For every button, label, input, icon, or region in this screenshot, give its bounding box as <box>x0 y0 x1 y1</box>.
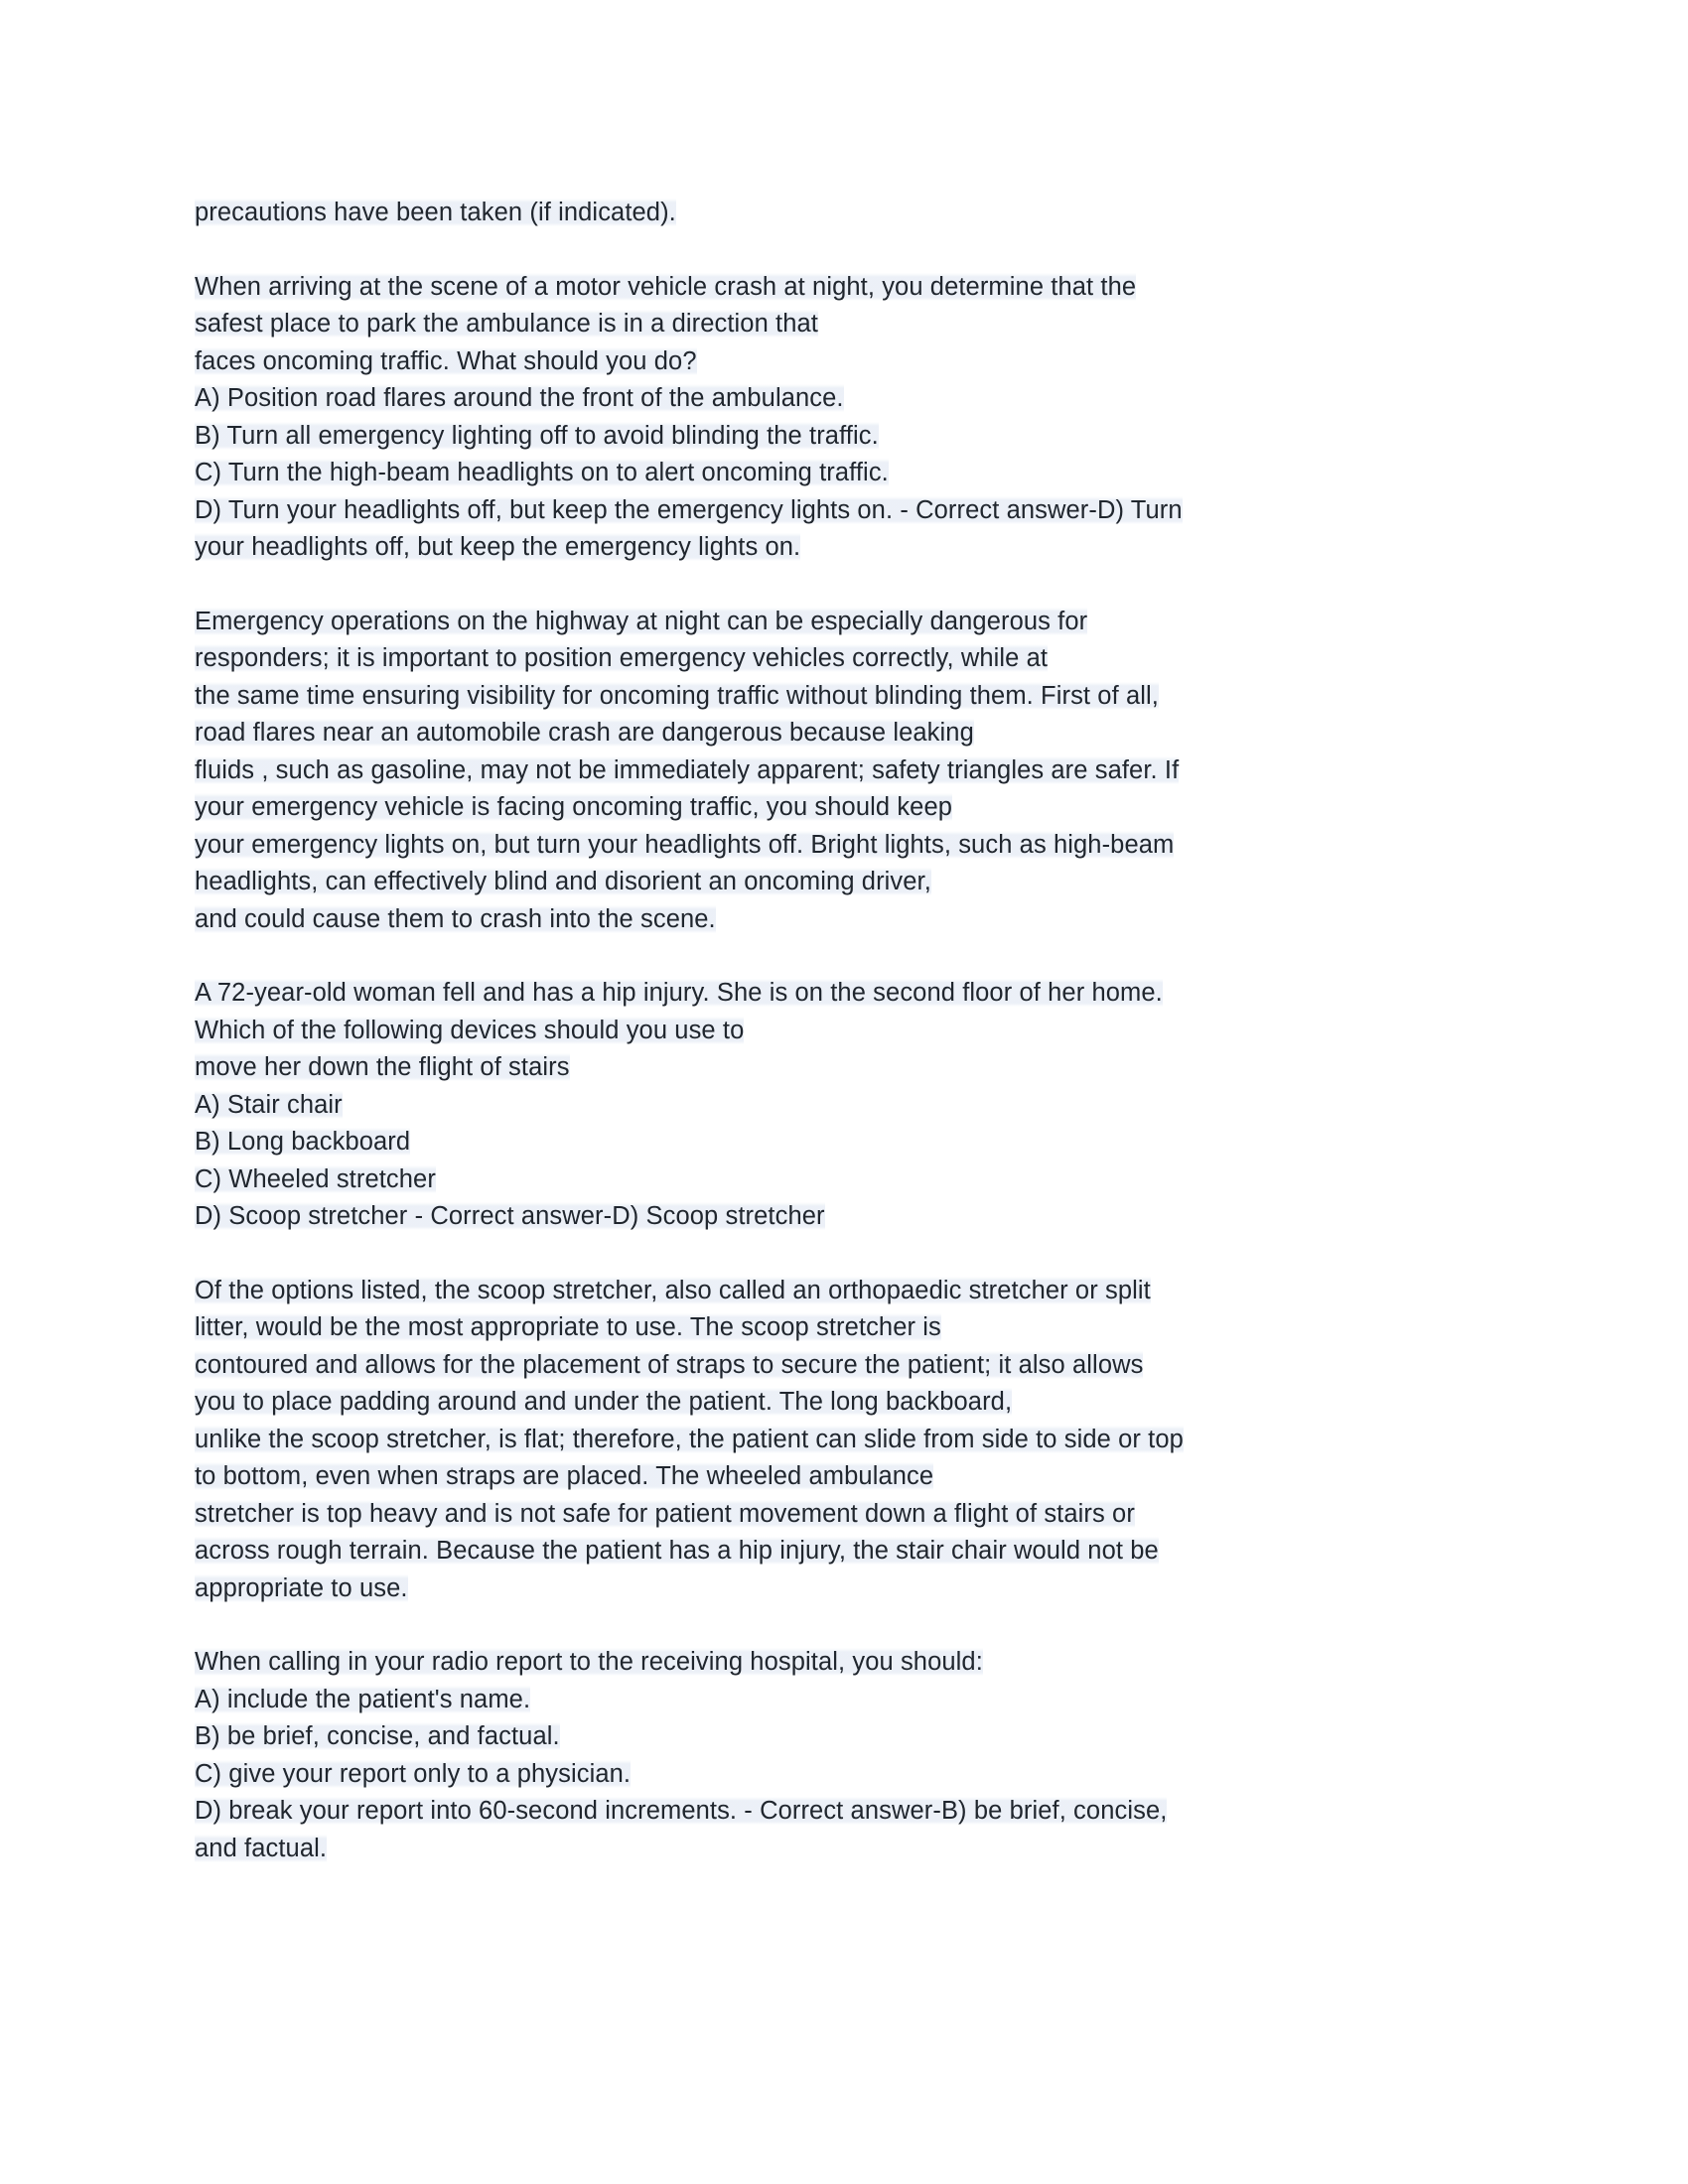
text-line-content: B) Long backboard <box>195 1128 411 1156</box>
text-line-content: contoured and allows for the placement of straps to secure the patient; it also allows <box>195 1350 1144 1379</box>
text-line-content: When calling in your radio report to the receiving hospital, you should: <box>195 1648 983 1676</box>
text-line <box>195 306 1493 343</box>
text-line <box>195 195 1493 232</box>
text-line-content: and could cause them to crash into the scene. <box>195 904 716 933</box>
text-line-content: across rough terrain. Because the patient has a hip injury, the stair chair would not be <box>195 1537 1159 1565</box>
text-line <box>195 1496 1493 1534</box>
text-line-content: D) break your report into 60-second increments. - Correct answer-B) be brief, concise, <box>195 1797 1168 1825</box>
text-line-content: fluids , such as gasoline, may not be immediately apparent; safety triangles are safer. If <box>195 755 1180 784</box>
text-line-content: responders; it is important to position emergency vehicles correctly, while at <box>195 644 1049 672</box>
text-line-content: you to place padding around and under the patient. The long backboard, <box>195 1388 1013 1416</box>
text-line-content: C) Turn the high-beam headlights on to alert oncoming traffic. <box>195 459 889 486</box>
text-line-content: and factual. <box>195 1834 328 1862</box>
text-line-option-a <box>195 380 1493 418</box>
text-line <box>195 1458 1493 1496</box>
text-line-content: the same time ensuring visibility for oncoming traffic without blinding them. First of all, <box>195 681 1159 710</box>
text-line <box>195 1644 1493 1682</box>
text-line <box>195 864 1493 901</box>
text-line-option-c <box>195 1756 1493 1794</box>
text-line-content: your headlights off, but keep the emergency lights on. <box>195 533 801 561</box>
text-line-content: precautions have been taken (if indicated). <box>195 199 676 226</box>
text-line <box>195 604 1493 641</box>
text-line-content: Which of the following devices should you use to <box>195 1016 745 1044</box>
text-line <box>195 1347 1493 1385</box>
text-line-option-d <box>195 492 1493 530</box>
text-line-content: litter, would be the most appropriate to use. The scoop stretcher is <box>195 1313 941 1341</box>
text-line-option-d <box>195 1793 1493 1831</box>
text-line <box>195 1309 1493 1347</box>
text-line-option-b <box>195 1124 1493 1161</box>
text-line-content: D) Scoop stretcher - Correct answer-D) Scoop stretcher <box>195 1202 825 1230</box>
document-body <box>195 195 1493 1867</box>
text-line-content: headlights, can effectively blind and disorient an oncoming driver, <box>195 868 931 895</box>
text-line <box>195 1013 1493 1050</box>
text-line <box>195 975 1493 1013</box>
text-block-question-ambulance-parking <box>195 269 1493 567</box>
text-line <box>195 269 1493 307</box>
text-block-question-radio-report <box>195 1644 1493 1867</box>
text-line-content: Emergency operations on the highway at night can be especially dangerous for <box>195 607 1088 635</box>
text-block-question-hip-injury-device <box>195 975 1493 1236</box>
text-line-content: A) include the patient's name. <box>195 1685 531 1713</box>
text-line-content: to bottom, even when straps are placed. The wheeled ambulance <box>195 1462 934 1490</box>
text-block-rationale-hip-injury-device <box>195 1273 1493 1608</box>
text-line-content: unlike the scoop stretcher, is flat; therefore, the patient can slide from side to side or top <box>195 1425 1184 1453</box>
text-line-option-b <box>195 1718 1493 1756</box>
text-line-content: B) be brief, concise, and factual. <box>195 1722 560 1750</box>
text-line <box>195 1049 1493 1087</box>
text-line <box>195 1384 1493 1422</box>
text-line-content: faces oncoming traffic. What should you do? <box>195 346 697 375</box>
text-line <box>195 1533 1493 1570</box>
text-block-rationale-ambulance-parking <box>195 604 1493 939</box>
text-line-content: appropriate to use. <box>195 1573 408 1602</box>
text-line-content: your emergency vehicle is facing oncoming traffic, you should keep <box>195 793 953 821</box>
text-line <box>195 752 1493 790</box>
text-line <box>195 789 1493 827</box>
text-line-option-c <box>195 455 1493 492</box>
text-line-answer <box>195 1831 1493 1868</box>
text-line <box>195 715 1493 752</box>
text-line-option-b <box>195 418 1493 456</box>
text-line-option-a <box>195 1087 1493 1125</box>
text-line-answer <box>195 1198 1493 1236</box>
text-line <box>195 678 1493 716</box>
text-line-content: your emergency lights on, but turn your headlights off. Bright lights, such as high-beam <box>195 830 1175 859</box>
text-line <box>195 1273 1493 1310</box>
text-line-content: C) Wheeled stretcher <box>195 1164 436 1193</box>
text-line-content: D) Turn your headlights off, but keep the emergency lights on. - Correct answer-D) Turn <box>195 495 1183 524</box>
text-line-content: B) Turn all emergency lighting off to avoid blinding the traffic. <box>195 421 879 450</box>
text-line <box>195 1422 1493 1459</box>
text-line <box>195 901 1493 939</box>
text-block-intro-fragment <box>195 195 1493 232</box>
text-line-content: C) give your report only to a physician. <box>195 1759 632 1788</box>
text-line-content: Of the options listed, the scoop stretcher, also called an orthopaedic stretcher or split <box>195 1276 1151 1304</box>
text-line-content: A) Stair chair <box>195 1090 343 1119</box>
text-line-content: A) Position road flares around the front of the ambulance. <box>195 384 844 412</box>
text-line <box>195 640 1493 678</box>
text-line <box>195 343 1493 381</box>
text-line-content: road flares near an automobile crash are dangerous because leaking <box>195 719 974 747</box>
text-line-content: stretcher is top heavy and is not safe for patient movement down a flight of stairs or <box>195 1499 1135 1528</box>
text-line <box>195 1570 1493 1608</box>
text-line-content: A 72-year-old woman fell and has a hip injury. She is on the second floor of her home. <box>195 979 1163 1007</box>
text-line-content: When arriving at the scene of a motor vehicle crash at night, you determine that the <box>195 272 1137 301</box>
text-line <box>195 827 1493 865</box>
text-line-option-c <box>195 1161 1493 1199</box>
text-line-content: safest place to park the ambulance is in a direction that <box>195 310 818 338</box>
text-line-option-a <box>195 1682 1493 1719</box>
text-line-answer <box>195 529 1493 567</box>
text-line-content: move her down the flight of stairs <box>195 1053 570 1081</box>
